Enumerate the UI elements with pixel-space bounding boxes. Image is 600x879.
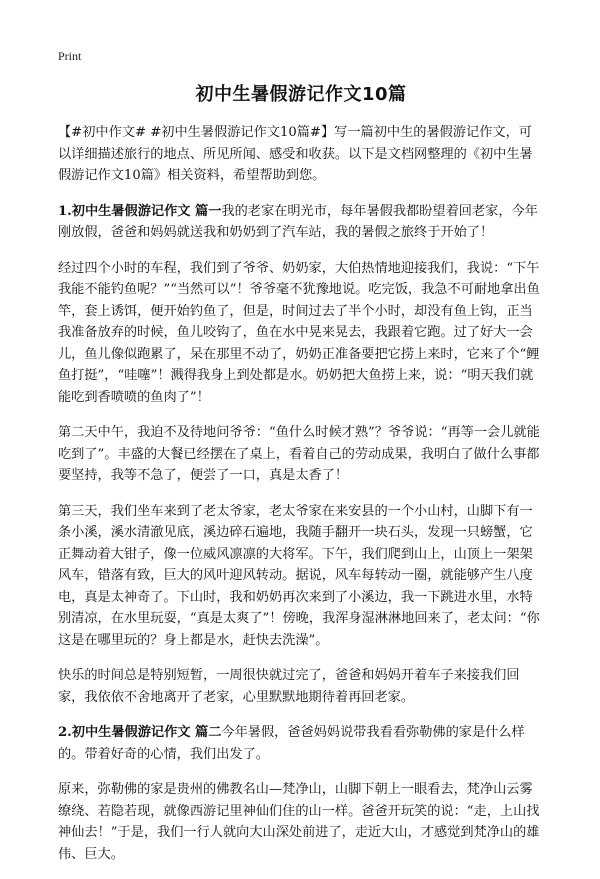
section-1-first-text: 我的老家在明光市，每年暑假我都盼望着回老家，今年刚放假，爸爸和妈妈就送我和奶奶到了汽车站，我的暑假之旅终于开始了！ [58,203,538,240]
section-1-paragraph: 快乐的时间总是特别短暂，一周很快就过完了，爸爸和妈妈开着车子来接我们回家，我依依不舍地离开了老家，心里默默地期待着再回老家。 [58,668,520,705]
document-body [58,80,544,879]
section-2-paragraph: 原来，弥勒佛的家是贵州的佛教名山—梵净山，山脚下朝上一眼看去，梵净山云雾缭绕、若隐若现，就像西游记里神仙们住的山一样。爸爸开玩笑的说：“走，上山找神仙去！”于是，我们一行人就向大山深处前进了，走近大山，才感觉到梵净山的雄伟、巨大。 [58,782,540,862]
section-1-heading: 1.初中生暑假游记作文 篇一 [58,203,222,219]
section-2-first-text: 今年暑假，爸爸妈妈说带我看看弥勒佛的家是什么样的。带着好奇的心情，我们出发了。 [58,725,525,762]
section-1-paragraph: 第二天中午，我迫不及待地问爷爷：“鱼什么时候才熟”？爷爷说：“再等一会儿就能吃到了”。丰盛的大餐已经摆在了桌上，看着自己的劳动成果，我明白了做什么事都要坚持，我等不急了，便尝了一口，真是太香了！ [58,425,540,483]
section-1-first-paragraph [58,201,544,244]
intro-paragraph: 【#初中作文# #初中生暑假游记作文10篇#】写一篇初中生的暑假游记作文，可以详细描述旅行的地点、所见所闻、感受和收获。以下是文档网整理的《初中生暑假游记作文10篇》相关资料，希望帮助到您。 [58,125,533,183]
section-2-first-paragraph [58,722,544,765]
section-1-paragraph: 第三天，我们坐车来到了老太爷家，老太爷家在来安县的一个小山村，山脚下有一条小溪，溪水清澈见底，溪边碎石遍地，我随手翻开一块石头，发现一只螃蟹，它正舞动着大钳子，像一位威风凛凛的大将军。下午，我们爬到山上，山顶上一架架风车，错落有致，巨大的风叶迎风转动。据说，风车每转动一圈，就能够产生八度电，真是太神奇了。下山时，我和奶奶再次来到了小溪边，我一下跳进水里，水特别清凉，在水里玩耍，“真是太爽了”！傍晚，我浑身湿淋淋地回来了，老太问：“你这是在哪里玩的？身上都是水，赶快去洗澡”。 [58,503,540,648]
page-title: 初中生暑假游记作文10篇 [195,84,407,105]
section-2-heading: 2.初中生暑假游记作文 篇二 [58,725,222,740]
print-link[interactable]: Print [58,49,82,63]
section-1-paragraph: 经过四个小时的车程，我们到了爷爷、奶奶家，大伯热情地迎接我们，我说：“下午我能不能钓鱼呢？”“当然可以”！爷爷毫不犹豫地说。吃完饭，我急不可耐地拿出鱼竿，套上诱饵，便开始钓鱼了，但是，时间过去了半个小时，却没有鱼上钩，正当我准备放弃的时候，鱼儿咬钩了，鱼在水中晃来晃去，我跟着它跑。过了好大一会儿，鱼儿像似跑累了，呆在那里不动了，奶奶正准备要把它捞上来时，它来了个“鲤鱼打挺”，“哇噻”！溅得我身上到处都是水。奶奶把大鱼捞上来，说：“明天我们就能吃到香喷喷的鱼肉了”！ [58,260,540,405]
